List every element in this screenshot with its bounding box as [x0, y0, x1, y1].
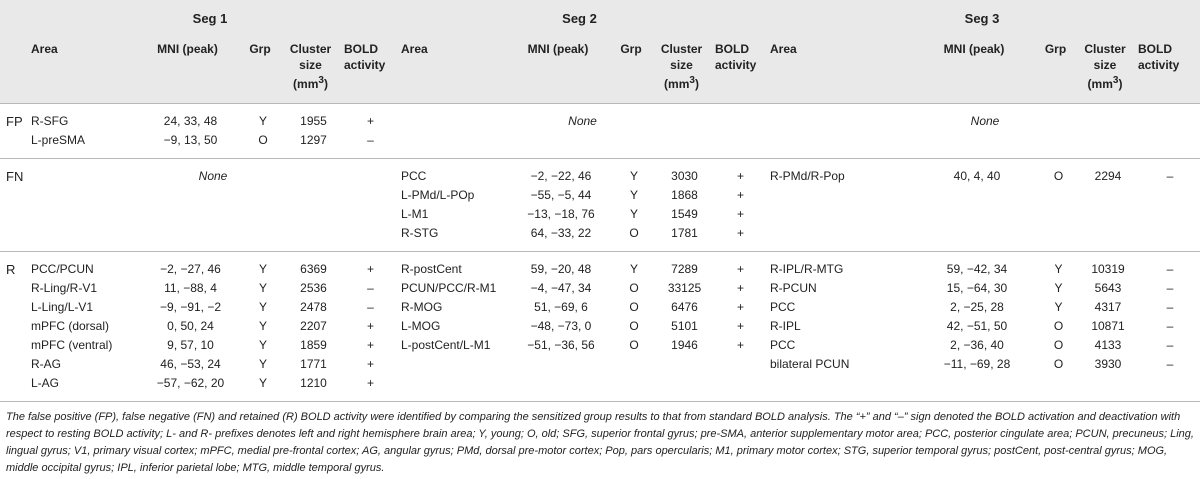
seg1-mni-cell: −2, −27, 46 [160, 262, 221, 276]
seg1-bold-activity-cell: + [366, 338, 374, 352]
seg1-bold-activity-cell: + [366, 376, 374, 390]
seg2-area-cell: L-MOG [401, 319, 441, 333]
seg2-area-cell: R-STG [401, 226, 439, 240]
seg2-bold-activity-cell: + [736, 319, 744, 333]
seg2-cluster-size-cell: 3030 [671, 169, 698, 183]
seg1-area-cell: mPFC (dorsal) [31, 319, 110, 333]
seg2-area-cell: R-MOG [401, 300, 443, 314]
seg3-cluster-size-cell: 3930 [1094, 357, 1122, 371]
col-bold-activity: BOLD activity [1134, 37, 1200, 104]
seg1-cluster-size-cell: 1210 [300, 376, 327, 390]
seg2-cluster-size-cell: 33125 [667, 281, 702, 295]
seg3-area-cell: R-IPL/R-MTG [770, 262, 844, 276]
seg3-bold-activity-cell: – [1166, 281, 1174, 295]
seg3-cluster-size-cell: 10319 [1091, 262, 1125, 276]
seg2-area-cell: L-M1 [401, 207, 429, 221]
seg3-area-cell: PCC [770, 338, 796, 352]
seg1-bold-activity-cell: + [366, 114, 374, 128]
col-cluster-size: Cluster size $(mm^3)$ [1076, 37, 1134, 104]
seg2-bold-activity-cell: + [736, 338, 744, 352]
seg1-area-cell: mPFC (ventral) [31, 338, 113, 352]
seg1-grp-cell: Y [258, 300, 267, 314]
seg2-grp-cell: O [629, 338, 639, 352]
seg3-grp-cell: Y [1054, 281, 1063, 295]
seg2-cluster-size-cell: 1549 [671, 207, 698, 221]
seg1-cluster-size-cell: 1955 [300, 114, 327, 128]
seg1-grp-cell: Y [258, 114, 267, 128]
seg1-bold-activity-cell: – [367, 281, 374, 295]
seg3-grp-cell: Y [1054, 262, 1063, 276]
seg2-bold-activity-cell: + [736, 169, 744, 183]
seg1-mni-cell: −57, −62, 20 [156, 376, 225, 390]
group-label-fn: FN [6, 169, 24, 184]
seg2-mni-cell: 64, −33, 22 [530, 226, 592, 240]
seg3-area-cell: bilateral PCUN [770, 357, 850, 371]
seg1-grp-cell: Y [258, 376, 267, 390]
seg3-mni-cell: 59, −42, 34 [946, 262, 1008, 276]
seg2-grp-cell: O [629, 281, 639, 295]
seg3-cluster-size-cell: 4133 [1094, 338, 1122, 352]
col-mni: MNI (peak) [913, 37, 1035, 104]
col-grp: Grp [239, 37, 281, 104]
table-row [0, 131, 1200, 150]
seg3-mni-cell: 40, 4, 40 [953, 169, 1001, 183]
table-row [0, 260, 1200, 279]
seg2-bold-activity-cell: + [736, 262, 744, 276]
seg2-cluster-size-cell: 7289 [671, 262, 698, 276]
seg1-grp-cell: Y [258, 357, 267, 371]
seg3-bold-activity-cell: – [1166, 319, 1174, 333]
seg3-mni-cell: 42, −51, 50 [946, 319, 1008, 333]
seg2-mni-cell: −13, −18, 76 [527, 207, 595, 221]
seg1-mni-cell: 0, 50, 24 [167, 319, 214, 333]
table-row [0, 224, 1200, 243]
seg1-cluster-size-cell: 2478 [300, 300, 327, 314]
segment-header-row [0, 0, 1200, 37]
col-mni: MNI (peak) [136, 37, 239, 104]
seg1-area-cell: R-SFG [31, 114, 69, 128]
col-grp: Grp [610, 37, 652, 104]
seg1-none-text: None [198, 169, 228, 183]
seg3-bold-activity-cell: – [1166, 357, 1174, 371]
seg1-bold-activity-cell: – [367, 133, 374, 147]
seg2-mni-cell: 59, −20, 48 [530, 262, 592, 276]
seg-2-header: Seg 2 [395, 0, 764, 37]
table-row [0, 167, 1200, 186]
col-cluster-size: Cluster size $(mm^3)$ [281, 37, 340, 104]
seg2-area-cell: R-postCent [401, 262, 462, 276]
table-row [0, 279, 1200, 298]
seg1-mni-cell: −9, −91, −2 [159, 300, 222, 314]
seg2-cluster-size-cell: 1868 [671, 188, 698, 202]
seg2-cluster-size-cell: 5101 [671, 319, 698, 333]
seg1-mni-cell: −9, 13, 50 [163, 133, 218, 147]
seg2-area-cell: PCC [401, 169, 427, 183]
seg3-cluster-size-cell: 4317 [1094, 300, 1122, 314]
table-row [0, 186, 1200, 205]
group-label-fp: FP [6, 114, 23, 129]
col-bold-activity: BOLD activity [711, 37, 764, 104]
seg2-none-text: None [568, 114, 597, 128]
col-mni: MNI (peak) [506, 37, 610, 104]
seg1-cluster-size-cell: 2207 [300, 319, 327, 333]
seg3-bold-activity-cell: – [1166, 262, 1174, 276]
seg1-area-cell: L-preSMA [31, 133, 86, 147]
table-row [0, 336, 1200, 355]
table-body [0, 104, 1200, 403]
seg2-area-cell: L-postCent/L-M1 [401, 338, 491, 352]
seg1-bold-activity-cell: + [366, 262, 374, 276]
seg2-mni-cell: −48, −73, 0 [530, 319, 592, 333]
col-bold-activity: BOLD activity [340, 37, 395, 104]
seg2-grp-cell: Y [629, 262, 638, 276]
seg2-grp-cell: Y [629, 188, 638, 202]
seg1-cluster-size-cell: 6369 [300, 262, 327, 276]
seg1-bold-activity-cell: – [367, 300, 374, 314]
seg2-mni-cell: −4, −47, 34 [530, 281, 592, 295]
table-row [0, 112, 1200, 131]
seg2-mni-cell: −51, −36, 56 [527, 338, 595, 352]
seg1-area-cell: L-Ling/L-V1 [31, 300, 94, 314]
seg3-mni-cell: −11, −69, 28 [943, 357, 1011, 371]
seg2-grp-cell: O [629, 226, 639, 240]
seg1-bold-activity-cell: + [366, 319, 374, 333]
seg-1-header: Seg 1 [25, 0, 395, 37]
table-row [0, 374, 1200, 393]
col-area: Area [25, 37, 136, 104]
seg3-grp-cell: O [1053, 169, 1064, 183]
seg-3-header: Seg 3 [764, 0, 1200, 37]
seg2-area-cell: PCUN/PCC/R-M1 [401, 281, 497, 295]
seg3-area-cell: R-PCUN [770, 281, 817, 295]
seg1-grp-cell: Y [258, 262, 267, 276]
seg1-area-cell: L-AG [31, 376, 60, 390]
seg1-grp-cell: Y [258, 319, 267, 333]
seg2-grp-cell: Y [629, 169, 638, 183]
col-area: Area [395, 37, 506, 104]
seg3-grp-cell: O [1053, 357, 1064, 371]
seg3-cluster-size-cell: 2294 [1094, 169, 1122, 183]
seg3-area-cell: R-IPL [770, 319, 801, 333]
seg3-mni-cell: 2, −36, 40 [950, 338, 1004, 352]
column-header-row [0, 37, 1200, 104]
seg2-grp-cell: O [629, 300, 639, 314]
seg2-grp-cell: O [629, 319, 639, 333]
seg3-bold-activity-cell: – [1166, 300, 1174, 314]
seg2-mni-cell: −55, −5, 44 [530, 188, 592, 202]
seg3-mni-cell: 15, −64, 30 [946, 281, 1008, 295]
seg1-grp-cell: O [258, 133, 268, 147]
col-grp: Grp [1035, 37, 1076, 104]
seg2-grp-cell: Y [629, 207, 638, 221]
table-caption: The false positive (FP), false negative (FN) and retained (R) BOLD activity were identified by comparing the sensitized group results to that from standard BOLD analysis. The “+” and “–” sign denoted the BOLD activation and deactivation with respect to resting BOLD activity; L- and R- prefixes denotes left and right hemisphere brain area; Y, young; O, old; SFG, superior frontal gyrus; pre-SMA, anterior supplementary motor area; PCC, posterior cingulate area; PCUN, precuneus; Ling, lingual gyrus; V1, primary visual cortex; mPFC, medial pre-frontal cortex; AG, angular gyrus; PMd, dorsal pre-motor cortex; Pop, pars opercularis; M1, primary motor cortex; STG, superior temporal gyrus; postCent, post-central gyrus; MOG, middle occipital gyrus; IPL, inferior parietal lobe; MTG, middle temporal gyrus. [6, 411, 1194, 474]
col-cluster-size: Cluster size $(mm^3)$ [652, 37, 711, 104]
seg2-bold-activity-cell: + [736, 207, 744, 221]
seg2-mni-cell: −2, −22, 46 [530, 169, 592, 183]
seg3-cluster-size-cell: 10871 [1091, 319, 1125, 333]
seg1-mni-cell: 9, 57, 10 [167, 338, 214, 352]
seg2-bold-activity-cell: + [736, 300, 744, 314]
seg3-cluster-size-cell: 5643 [1094, 281, 1122, 295]
table-row [0, 317, 1200, 336]
seg3-grp-cell: O [1053, 338, 1064, 352]
seg2-mni-cell: 51, −69, 6 [534, 300, 588, 314]
group-label-r: R [6, 262, 16, 277]
seg2-bold-activity-cell: + [736, 226, 744, 240]
seg1-cluster-size-cell: 1771 [300, 357, 327, 371]
seg3-none-text: None [970, 114, 1000, 128]
seg3-mni-cell: 2, −25, 28 [950, 300, 1004, 314]
seg2-cluster-size-cell: 1946 [671, 338, 698, 352]
seg1-cluster-size-cell: 1859 [300, 338, 327, 352]
seg3-grp-cell: Y [1054, 300, 1063, 314]
seg1-mni-cell: 24, 33, 48 [163, 114, 218, 128]
seg3-bold-activity-cell: – [1166, 338, 1174, 352]
seg3-bold-activity-cell: – [1166, 169, 1174, 183]
seg1-mni-cell: 46, −53, 24 [160, 357, 221, 371]
seg3-area-cell: PCC [770, 300, 796, 314]
seg1-area-cell: PCC/PCUN [31, 262, 94, 276]
table-row [0, 298, 1200, 317]
seg1-area-cell: R-Ling/R-V1 [31, 281, 98, 295]
seg2-bold-activity-cell: + [736, 188, 744, 202]
seg3-grp-cell: O [1053, 319, 1064, 333]
seg2-bold-activity-cell: + [736, 281, 744, 295]
table-row [0, 355, 1200, 374]
seg1-area-cell: R-AG [31, 357, 61, 371]
seg1-grp-cell: Y [258, 281, 267, 295]
seg2-cluster-size-cell: 1781 [671, 226, 698, 240]
seg1-cluster-size-cell: 2536 [300, 281, 327, 295]
seg1-cluster-size-cell: 1297 [300, 133, 327, 147]
seg1-bold-activity-cell: + [366, 357, 374, 371]
table-row [0, 205, 1200, 224]
seg1-mni-cell: 11, −88, 4 [164, 281, 217, 295]
col-area: Area [764, 37, 913, 104]
seg1-grp-cell: Y [258, 338, 267, 352]
seg2-cluster-size-cell: 6476 [671, 300, 698, 314]
seg3-area-cell: R-PMd/R-Pop [770, 169, 845, 183]
seg2-area-cell: L-PMd/L-POp [401, 188, 475, 202]
